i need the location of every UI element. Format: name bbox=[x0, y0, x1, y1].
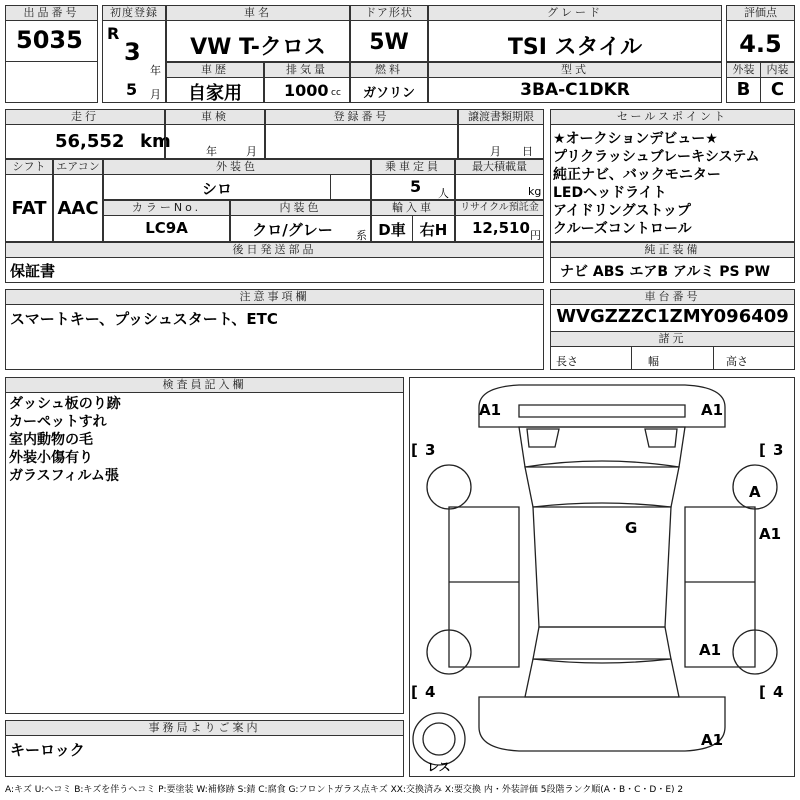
fuel-label: 燃料 bbox=[350, 62, 428, 78]
tire-fr-open: [ bbox=[759, 441, 766, 459]
door-type: 5W bbox=[369, 30, 409, 55]
mark-front-right: A1 bbox=[701, 401, 724, 419]
history: 自家用 bbox=[188, 83, 242, 104]
tire-rr-open: [ bbox=[759, 683, 766, 701]
office-text: キーロック bbox=[10, 741, 85, 759]
later-cell bbox=[5, 257, 544, 283]
era: R bbox=[107, 24, 120, 43]
load-unit: kg bbox=[528, 185, 542, 198]
mileage: 56,552 bbox=[55, 131, 125, 152]
displacement-unit: cc bbox=[331, 88, 341, 98]
grade: TSI スタイル bbox=[507, 35, 643, 60]
dims-label: 諸元 bbox=[550, 331, 795, 347]
tire-fl-value: 3 bbox=[425, 441, 436, 459]
shift-label: シフト bbox=[5, 159, 53, 175]
car-diagram bbox=[409, 377, 795, 777]
reg-year: 3 bbox=[124, 38, 141, 66]
plate-cell bbox=[265, 124, 458, 159]
exterior-label: 外装 bbox=[726, 62, 761, 78]
transfer-label: 譲渡書類期限 bbox=[458, 109, 544, 125]
mark-front-left: A1 bbox=[479, 401, 502, 419]
tire-fl-open: [ bbox=[411, 441, 418, 459]
colorno-label: カラーNo. bbox=[103, 200, 230, 216]
sales-item: プリクラッシュブレーキシステム bbox=[553, 149, 760, 165]
grade-label: グレード bbox=[428, 5, 722, 21]
legend-footer: A:キズ U:ヘコミ B:キズを伴うヘコミ P:要塗装 W:補修跡 S:錆 C:腐食 G:フロントガラス点キズ XX:交換済み X:要交換 内・外装評価 5段階ランク順(A・B・C・D・E) 2 bbox=[5, 785, 684, 795]
length-label: 長さ bbox=[556, 355, 578, 368]
tire-rr-value: 4 bbox=[773, 683, 784, 701]
ac-label: エアコン bbox=[53, 159, 103, 175]
inspector-item: ガラスフィルム張 bbox=[9, 468, 119, 484]
lot-label: 出品番号 bbox=[5, 5, 98, 21]
plate-label: 登録番号 bbox=[265, 109, 458, 125]
later: 保証書 bbox=[10, 262, 56, 280]
notes-text: スマートキー、プッシュスタート、ETC bbox=[10, 310, 278, 328]
equipment-label: 純正装備 bbox=[550, 242, 795, 258]
height-label: 高さ bbox=[726, 355, 748, 368]
rear-bumper-outline bbox=[479, 697, 725, 751]
intcolor-suffix: 系 bbox=[356, 229, 367, 242]
year-unit: 年 bbox=[150, 64, 161, 77]
office-label: 事務局よりご案内 bbox=[5, 720, 404, 736]
front-grille-outline bbox=[519, 405, 685, 417]
intcolor-label: 内装色 bbox=[230, 200, 371, 216]
fuel: ガソリン bbox=[362, 86, 415, 101]
door-label: ドア形状 bbox=[350, 5, 428, 21]
ac: AAC bbox=[57, 198, 99, 219]
sales-item: ★オークションデビュー★ bbox=[553, 131, 718, 147]
transfer-month-unit: 月 bbox=[490, 145, 501, 158]
spare-tire-inner bbox=[423, 723, 455, 755]
tire-rl-value: 4 bbox=[425, 683, 436, 701]
chassis-label: 車台番号 bbox=[550, 289, 795, 305]
width-label: 幅 bbox=[648, 355, 659, 368]
inspection-year-unit: 年 bbox=[206, 145, 217, 158]
month-unit: 月 bbox=[150, 88, 161, 101]
colorno: LC9A bbox=[145, 219, 188, 237]
recycle-unit: 円 bbox=[530, 229, 541, 242]
windshield-outline bbox=[525, 461, 679, 507]
tire-fr-value: 3 bbox=[773, 441, 784, 459]
recycle-label: リサイクル預託金 bbox=[455, 200, 544, 216]
sales-label: セールスポイント bbox=[550, 109, 795, 125]
inspector-item: 外装小傷有り bbox=[9, 450, 93, 466]
transfer-day-unit: 日 bbox=[522, 145, 533, 158]
import-side: 右H bbox=[419, 221, 448, 239]
front-bumper-outline bbox=[479, 385, 725, 427]
spare-tire-outer bbox=[413, 713, 465, 765]
model-label: 型式 bbox=[428, 62, 722, 78]
equipment: ナビ ABS エアB アルミ PS PW bbox=[560, 264, 771, 280]
tailgate-outline bbox=[525, 659, 679, 697]
color-extra-cell bbox=[330, 174, 371, 200]
mileage-label: 走行 bbox=[5, 109, 165, 125]
load-label: 最大積載量 bbox=[455, 159, 544, 175]
import-d: D車 bbox=[378, 221, 406, 239]
vin: WVGZZZC1ZMY096409 bbox=[556, 306, 789, 327]
sales-item: アイドリングストップ bbox=[553, 203, 691, 219]
intcolor: クロ/グレー bbox=[252, 221, 333, 239]
name-label: 車名 bbox=[166, 5, 350, 21]
inspector-item: カーペットすれ bbox=[9, 414, 107, 430]
inspector-item: ダッシュ板のり跡 bbox=[9, 396, 121, 412]
interior-grade: C bbox=[770, 79, 785, 100]
recycle: 12,510 bbox=[472, 219, 530, 237]
displacement-label: 排気量 bbox=[264, 62, 350, 78]
sales-list bbox=[553, 130, 760, 238]
interior-label: 内装 bbox=[760, 62, 795, 78]
mark-rear-wheel: A1 bbox=[699, 641, 722, 659]
displacement: 1000 bbox=[284, 81, 329, 100]
mark-g: G bbox=[625, 519, 638, 537]
car-name: VW T-クロス bbox=[190, 35, 326, 60]
mark-rear: A1 bbox=[701, 731, 724, 749]
capacity-label: 乗車定員 bbox=[371, 159, 455, 175]
score: 4.5 bbox=[739, 30, 782, 58]
score-label: 評価点 bbox=[726, 5, 795, 21]
inspector-label: 検査員記入欄 bbox=[5, 377, 404, 393]
color-label: 外装色 bbox=[103, 159, 371, 175]
inspection-label: 車検 bbox=[165, 109, 265, 125]
sales-item: 純正ナビ、バックモニター bbox=[553, 167, 721, 183]
notes-label: 注意事項欄 bbox=[5, 289, 544, 305]
capacity: 5 bbox=[410, 177, 422, 196]
reg-month: 5 bbox=[126, 80, 138, 99]
headlight-right bbox=[645, 429, 677, 447]
later-label: 後日発送部品 bbox=[5, 242, 544, 258]
tire-rl-open: [ bbox=[411, 683, 418, 701]
inspector-item: 室内動物の毛 bbox=[9, 432, 93, 448]
wheel-front-left bbox=[427, 465, 471, 509]
inspection-month-unit: 月 bbox=[246, 145, 257, 158]
roof-outline bbox=[533, 507, 671, 627]
mileage-unit: km bbox=[140, 131, 171, 152]
sales-item: LEDヘッドライト bbox=[553, 185, 667, 201]
first-reg-label: 初度登録 bbox=[102, 5, 166, 21]
rear-window-outline bbox=[533, 627, 671, 663]
exterior-grade: B bbox=[736, 79, 751, 100]
model: 3BA-C1DKR bbox=[520, 80, 630, 100]
import-label: 輸入車 bbox=[371, 200, 455, 216]
sales-item: クルーズコントロール bbox=[553, 221, 692, 237]
color: シロ bbox=[201, 180, 232, 198]
lot-blank-cell bbox=[5, 61, 98, 103]
left-side-outline bbox=[449, 507, 519, 667]
history-label: 車歴 bbox=[166, 62, 264, 78]
capacity-unit: 人 bbox=[438, 187, 449, 200]
spare-label: レス bbox=[427, 760, 451, 774]
headlight-left bbox=[527, 429, 559, 447]
inspector-list bbox=[9, 395, 121, 485]
mark-a: A bbox=[749, 483, 761, 501]
width-cell bbox=[631, 346, 714, 370]
mark-side: A1 bbox=[759, 525, 782, 543]
shift: FAT bbox=[11, 198, 47, 219]
lot-number: 5035 bbox=[16, 26, 83, 54]
